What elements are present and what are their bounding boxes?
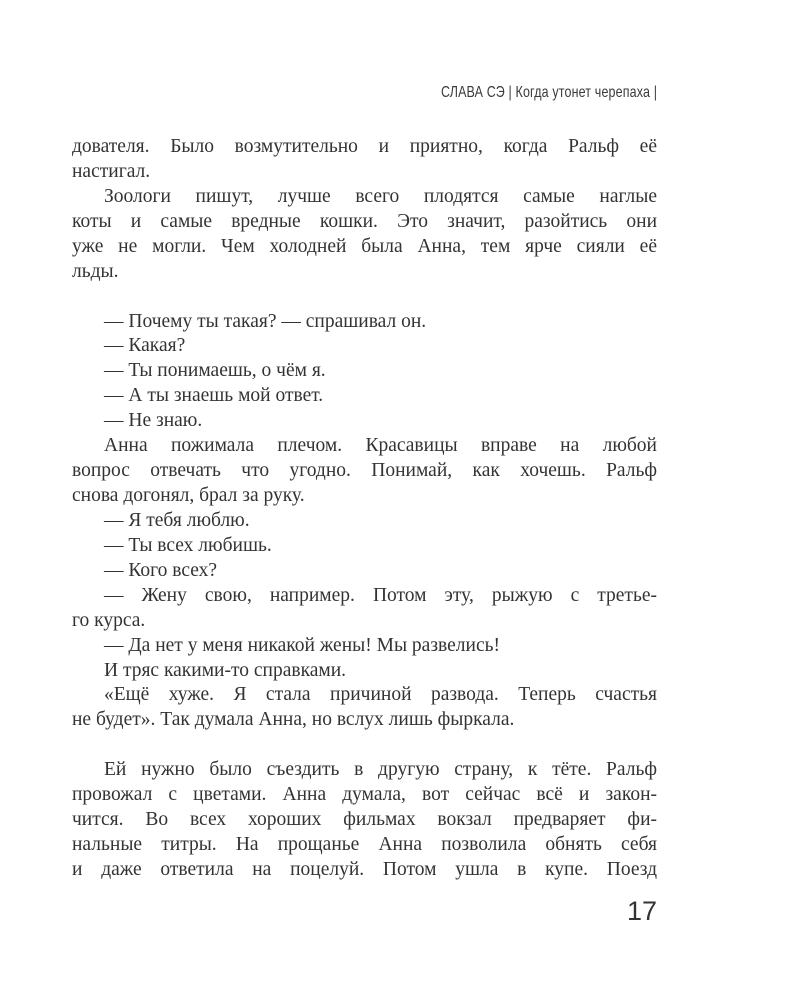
running-head: СЛАВА СЭ | Когда утонет черепаха | [440, 84, 657, 101]
text-line: вопрос отвечать что угодно. Понимай, как хочешь. Ральф [72, 460, 657, 482]
text-line: чится. Во всех хороших фильмах вокзал предваряет фи- [72, 809, 657, 831]
text-line: И тряс какими-то справками. [104, 659, 347, 681]
text-line: уже не могли. Чем холодней была Анна, тем ярче сияли её [72, 235, 657, 257]
text-line: Зоологи пишут, лучше всего плодятся самые наглые [104, 185, 657, 207]
text-line: льды. [72, 260, 119, 282]
text-line: нальные титры. На прощанье Анна позволила обнять себя [72, 834, 657, 856]
text-line: — Какая? [104, 335, 186, 357]
text-line: — А ты знаешь мой ответ. [104, 385, 324, 407]
text-line: и даже ответила на поцелуй. Потом ушла в купе. Поезд [72, 858, 657, 880]
text-line: — Кого всех? [104, 559, 218, 581]
page-number: 17 [626, 896, 657, 926]
text-line: — Жену свою, например. Потом эту, рыжую с третье- [104, 584, 657, 606]
text-line: — Да нет у меня никакой жены! Мы развелись! [104, 634, 500, 656]
text-line: снова догонял, брал за руку. [72, 485, 305, 507]
text-line: — Ты понимаешь, о чём я. [104, 360, 326, 382]
text-line: — Почему ты такая? — спрашивал он. [104, 310, 427, 332]
text-line: дователя. Было возмутительно и приятно, когда Ральф её [72, 136, 657, 157]
text-line: не будет». Так думала Анна, но вслух лишь фыркала. [72, 709, 515, 731]
text-line: го курса. [72, 609, 146, 631]
text-line: коты и самые вредные кошки. Это значит, разойтись они [72, 210, 657, 232]
text-line: — Ты всех любишь. [104, 534, 272, 556]
text-line: «Ещё хуже. Я стала причиной развода. Теперь счастья [104, 684, 657, 706]
text-line: — Не знаю. [104, 410, 203, 432]
text-line: Ей нужно было съездить в другую страну, к тёте. Ральф [104, 759, 657, 781]
text-line: провожал с цветами. Анна думала, вот сейчас всё и закон- [72, 784, 657, 806]
text-line: Анна пожимала плечом. Красавицы вправе на любой [104, 435, 657, 457]
text-line: настигал. [72, 160, 151, 182]
text-line: — Я тебя люблю. [104, 509, 250, 531]
